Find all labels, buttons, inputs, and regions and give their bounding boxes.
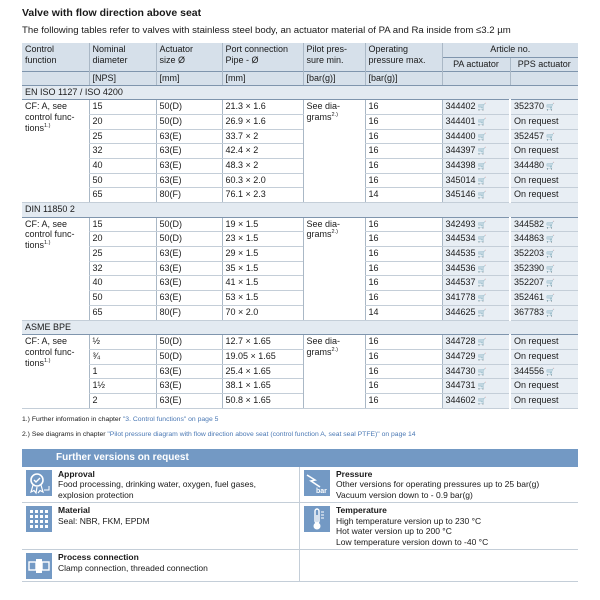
cart-icon[interactable]: 🛒 bbox=[477, 397, 487, 405]
table-row bbox=[22, 379, 578, 394]
group-row bbox=[22, 320, 578, 335]
col-actuator-size: Actuator size Ø bbox=[156, 43, 222, 71]
cart-icon[interactable]: 🛒 bbox=[477, 133, 487, 141]
cart-icon[interactable]: 🛒 bbox=[477, 265, 487, 273]
pa-article-cell[interactable]: 344728 🛒 bbox=[442, 335, 510, 350]
table-row bbox=[22, 364, 578, 379]
approval-icon bbox=[26, 470, 52, 496]
cart-icon[interactable]: 🛒 bbox=[546, 309, 555, 317]
pps-article-cell: On request bbox=[510, 349, 578, 364]
actuator-cell: 63(E) bbox=[156, 379, 222, 394]
col-pps-actuator: PPS actuator bbox=[510, 57, 578, 71]
cart-icon[interactable]: 🛒 bbox=[477, 280, 487, 288]
operating-cell: 16 bbox=[365, 379, 442, 394]
cart-icon[interactable]: 🛒 bbox=[477, 295, 487, 303]
actuator-cell: 50(D) bbox=[156, 335, 222, 350]
nominal-cell: 25 bbox=[89, 247, 156, 262]
cart-icon[interactable]: 🛒 bbox=[477, 353, 487, 361]
operating-cell: 16 bbox=[365, 173, 442, 188]
footnote-1: 1.) Further information in chapter "3. Control functions" on page 5 bbox=[22, 415, 219, 423]
nominal-cell: 1½ bbox=[89, 379, 156, 394]
pps-article-cell[interactable]: 367783 🛒 bbox=[510, 305, 578, 320]
table-row bbox=[22, 335, 578, 350]
nominal-cell: 15 bbox=[89, 217, 156, 232]
actuator-cell: 63(E) bbox=[156, 393, 222, 408]
nominal-cell: 65 bbox=[89, 305, 156, 320]
cart-icon[interactable]: 🛒 bbox=[546, 368, 555, 376]
actuator-cell: 50(D) bbox=[156, 232, 222, 247]
table-row bbox=[22, 232, 578, 247]
table-row bbox=[22, 291, 578, 306]
nominal-cell: 32 bbox=[89, 261, 156, 276]
table-row bbox=[22, 217, 578, 232]
operating-cell: 16 bbox=[365, 232, 442, 247]
pps-article-cell: On request bbox=[510, 114, 578, 129]
pa-article-cell[interactable]: 341778 🛒 bbox=[442, 291, 510, 306]
pps-article-cell[interactable]: 344863 🛒 bbox=[510, 232, 578, 247]
actuator-cell: 63(E) bbox=[156, 173, 222, 188]
nominal-cell: 20 bbox=[89, 114, 156, 129]
svg-text:bar: bar bbox=[316, 487, 327, 495]
pa-article-cell[interactable]: 344625 🛒 bbox=[442, 305, 510, 320]
port-cell: 35 × 1.5 bbox=[222, 261, 303, 276]
pilot-pressure-cell: See dia- grams$^{2.)}$ bbox=[303, 217, 365, 320]
operating-cell: 16 bbox=[365, 291, 442, 306]
port-cell: 21.3 × 1.6 bbox=[222, 100, 303, 115]
pa-article-cell[interactable]: 344402 🛒 bbox=[442, 100, 510, 115]
footnote-link[interactable]: "Pilot pressure diagram with flow direction above seat (control function A, seat seal PTFE)" on page 14 bbox=[107, 430, 416, 438]
further-item-pressure: bar Pressure Other versions for operating pressures up to 25 bar(g) Vacuum version down to - 0.9 bar(g) bbox=[300, 467, 578, 504]
pps-article-cell: On request bbox=[510, 335, 578, 350]
cart-icon[interactable]: 🛒 bbox=[546, 295, 555, 303]
pps-article-cell[interactable]: 352457 🛒 bbox=[510, 129, 578, 144]
cart-icon[interactable]: 🛒 bbox=[477, 383, 487, 391]
unit-actuator: [mm] bbox=[156, 71, 222, 85]
pa-article-cell[interactable]: 344398 🛒 bbox=[442, 158, 510, 173]
operating-cell: 16 bbox=[365, 393, 442, 408]
actuator-cell: 63(E) bbox=[156, 364, 222, 379]
pps-article-cell[interactable]: 344556 🛒 bbox=[510, 364, 578, 379]
unit-pilot: [bar(g)] bbox=[303, 71, 365, 85]
col-pa-actuator: PA actuator bbox=[442, 57, 510, 71]
unit-operating: [bar(g)] bbox=[365, 71, 442, 85]
pa-article-cell[interactable]: 344729 🛒 bbox=[442, 349, 510, 364]
operating-cell: 14 bbox=[365, 188, 442, 203]
cart-icon[interactable]: 🛒 bbox=[477, 309, 487, 317]
control-function-cell: CF: A, see control func- tions$^{1.)}$ bbox=[22, 335, 89, 409]
pressure-icon bbox=[304, 470, 330, 496]
col-nominal-diameter: Nominal diameter bbox=[89, 43, 156, 71]
pa-article-cell[interactable]: 344536 🛒 bbox=[442, 261, 510, 276]
cart-icon[interactable]: 🛒 bbox=[477, 148, 487, 156]
unit-nominal: [NPS] bbox=[89, 71, 156, 85]
operating-cell: 16 bbox=[365, 261, 442, 276]
nominal-cell: 50 bbox=[89, 291, 156, 306]
pa-article-cell[interactable]: 344534 🛒 bbox=[442, 232, 510, 247]
pa-article-cell[interactable]: 342493 🛒 bbox=[442, 217, 510, 232]
port-cell: 23 × 1.5 bbox=[222, 232, 303, 247]
cart-icon[interactable]: 🛒 bbox=[477, 221, 487, 229]
nominal-cell: ¾ bbox=[89, 349, 156, 364]
actuator-cell: 63(E) bbox=[156, 291, 222, 306]
pps-article-cell[interactable]: 352461 🛒 bbox=[510, 291, 578, 306]
pilot-pressure-cell: See dia- grams$^{2.)}$ bbox=[303, 100, 365, 203]
col-control-function: Control function bbox=[22, 43, 89, 71]
port-cell: 33.7 × 2 bbox=[222, 129, 303, 144]
table-units-row bbox=[22, 71, 578, 85]
col-article-no: Article no. bbox=[442, 43, 578, 57]
port-cell: 19 × 1.5 bbox=[222, 217, 303, 232]
cart-icon[interactable]: 🛒 bbox=[477, 339, 487, 347]
actuator-cell: 63(E) bbox=[156, 247, 222, 262]
unit-port: [mm] bbox=[222, 71, 303, 85]
footnote-link[interactable]: "3. Control functions" on page 5 bbox=[122, 415, 219, 423]
port-cell: 25.4 × 1.65 bbox=[222, 364, 303, 379]
pps-article-cell: On request bbox=[510, 393, 578, 408]
pilot-pressure-cell: See dia- grams$^{2.)}$ bbox=[303, 335, 365, 409]
nominal-cell: ½ bbox=[89, 335, 156, 350]
page-title: Valve with flow direction above seat bbox=[22, 7, 202, 19]
actuator-cell: 63(E) bbox=[156, 276, 222, 291]
col-operating-pressure: Operating pressure max. bbox=[365, 43, 442, 71]
port-cell: 26.9 × 1.6 bbox=[222, 114, 303, 129]
material-icon bbox=[26, 506, 52, 532]
actuator-cell: 80(F) bbox=[156, 188, 222, 203]
further-item-approval: Approval Food processing, drinking water, oxygen, fuel gases, explosion protection bbox=[22, 467, 300, 504]
cart-icon[interactable]: 🛒 bbox=[546, 280, 555, 288]
group-title: ASME BPE bbox=[22, 320, 578, 335]
operating-cell: 16 bbox=[365, 276, 442, 291]
actuator-cell: 50(D) bbox=[156, 114, 222, 129]
pps-article-cell[interactable]: 352390 🛒 bbox=[510, 261, 578, 276]
pps-article-cell[interactable]: 352203 🛒 bbox=[510, 247, 578, 262]
port-cell: 38.1 × 1.65 bbox=[222, 379, 303, 394]
pa-article-cell[interactable]: 345014 🛒 bbox=[442, 173, 510, 188]
cart-icon[interactable]: 🛒 bbox=[477, 251, 487, 259]
operating-cell: 16 bbox=[365, 144, 442, 159]
table-row bbox=[22, 114, 578, 129]
port-cell: 12.7 × 1.65 bbox=[222, 335, 303, 350]
port-cell: 60.3 × 2.0 bbox=[222, 173, 303, 188]
col-port-connection: Port connection Pipe - Ø bbox=[222, 43, 303, 71]
actuator-cell: 63(E) bbox=[156, 129, 222, 144]
port-cell: 76.1 × 2.3 bbox=[222, 188, 303, 203]
actuator-cell: 63(E) bbox=[156, 261, 222, 276]
further-versions-title: Further versions on request bbox=[22, 449, 578, 467]
temperature-icon bbox=[304, 506, 330, 532]
nominal-cell: 20 bbox=[89, 232, 156, 247]
operating-cell: 16 bbox=[365, 335, 442, 350]
operating-cell: 16 bbox=[365, 247, 442, 262]
further-versions-box bbox=[22, 449, 578, 583]
table-row bbox=[22, 129, 578, 144]
nominal-cell: 1 bbox=[89, 364, 156, 379]
cart-icon[interactable]: 🛒 bbox=[477, 368, 487, 376]
pa-article-cell[interactable]: 345146 🛒 bbox=[442, 188, 510, 203]
operating-cell: 16 bbox=[365, 349, 442, 364]
actuator-cell: 50(D) bbox=[156, 100, 222, 115]
actuator-cell: 63(E) bbox=[156, 144, 222, 159]
operating-cell: 16 bbox=[365, 114, 442, 129]
pps-article-cell: On request bbox=[510, 188, 578, 203]
port-cell: 48.3 × 2 bbox=[222, 158, 303, 173]
nominal-cell: 32 bbox=[89, 144, 156, 159]
table-row bbox=[22, 276, 578, 291]
table-row bbox=[22, 261, 578, 276]
table-row bbox=[22, 393, 578, 408]
pa-article-cell[interactable]: 344602 🛒 bbox=[442, 393, 510, 408]
actuator-cell: 63(E) bbox=[156, 158, 222, 173]
port-cell: 41 × 1.5 bbox=[222, 276, 303, 291]
further-item-empty bbox=[300, 550, 578, 582]
control-function-cell: CF: A, see control func- tions$^{1.)}$ bbox=[22, 217, 89, 320]
table-row bbox=[22, 247, 578, 262]
pa-article-cell[interactable]: 344535 🛒 bbox=[442, 247, 510, 262]
operating-cell: 16 bbox=[365, 100, 442, 115]
port-cell: 42.4 × 2 bbox=[222, 144, 303, 159]
nominal-cell: 40 bbox=[89, 276, 156, 291]
cart-icon[interactable]: 🛒 bbox=[477, 236, 487, 244]
table-row bbox=[22, 100, 578, 115]
actuator-cell: 80(F) bbox=[156, 305, 222, 320]
further-item-process-connection: Process connection Clamp connection, threaded connection bbox=[22, 550, 300, 582]
operating-cell: 16 bbox=[365, 364, 442, 379]
operating-cell: 14 bbox=[365, 305, 442, 320]
cart-icon[interactable]: 🛒 bbox=[546, 236, 555, 244]
port-cell: 19.05 × 1.65 bbox=[222, 349, 303, 364]
cart-icon[interactable]: 🛒 bbox=[477, 162, 487, 170]
pa-article-cell[interactable]: 344400 🛒 bbox=[442, 129, 510, 144]
nominal-cell: 25 bbox=[89, 129, 156, 144]
nominal-cell: 2 bbox=[89, 393, 156, 408]
port-cell: 70 × 2.0 bbox=[222, 305, 303, 320]
pps-article-cell: On request bbox=[510, 173, 578, 188]
table-row bbox=[22, 173, 578, 188]
control-function-cell: CF: A, see control func- tions$^{1.)}$ bbox=[22, 100, 89, 203]
port-cell: 29 × 1.5 bbox=[222, 247, 303, 262]
pa-article-cell[interactable]: 344397 🛒 bbox=[442, 144, 510, 159]
pa-article-cell[interactable]: 344730 🛒 bbox=[442, 364, 510, 379]
cart-icon[interactable]: 🛒 bbox=[477, 177, 487, 185]
actuator-cell: 50(D) bbox=[156, 349, 222, 364]
table-header-row bbox=[22, 43, 578, 57]
valve-table bbox=[22, 43, 578, 409]
cart-icon[interactable]: 🛒 bbox=[477, 104, 487, 112]
table-row bbox=[22, 188, 578, 203]
table-row bbox=[22, 158, 578, 173]
intro-text: The following tables refer to valves with stainless steel body, an actuator material of PA and Ra inside from ≤3.2 µm bbox=[22, 25, 511, 36]
col-pilot-pressure: Pilot pres- sure min. bbox=[303, 43, 365, 71]
pps-article-cell: On request bbox=[510, 144, 578, 159]
cart-icon[interactable]: 🛒 bbox=[546, 162, 555, 170]
further-item-temperature: Temperature High temperature version up to 230 °C Hot water version up to 200 °C Low temperature version down to -40 °C bbox=[300, 503, 578, 550]
cart-icon[interactable]: 🛒 bbox=[477, 118, 487, 126]
footnote-2: 2.) See diagrams in chapter "Pilot pressure diagram with flow direction above seat (control function A, seat seal PTFE)" on page 14 bbox=[22, 430, 416, 438]
actuator-cell: 50(D) bbox=[156, 217, 222, 232]
port-cell: 53 × 1.5 bbox=[222, 291, 303, 306]
pps-article-cell[interactable]: 352370 🛒 bbox=[510, 100, 578, 115]
cart-icon[interactable]: 🛒 bbox=[546, 104, 555, 112]
group-row bbox=[22, 85, 578, 100]
operating-cell: 16 bbox=[365, 158, 442, 173]
table-row bbox=[22, 144, 578, 159]
operating-cell: 16 bbox=[365, 129, 442, 144]
pa-article-cell[interactable]: 344401 🛒 bbox=[442, 114, 510, 129]
pps-article-cell: On request bbox=[510, 379, 578, 394]
nominal-cell: 65 bbox=[89, 188, 156, 203]
pps-article-cell[interactable]: 344582 🛒 bbox=[510, 217, 578, 232]
cart-icon[interactable]: 🛒 bbox=[546, 133, 555, 141]
port-cell: 50.8 × 1.65 bbox=[222, 393, 303, 408]
cart-icon[interactable]: 🛒 bbox=[546, 251, 555, 259]
pps-article-cell[interactable]: 344480 🛒 bbox=[510, 158, 578, 173]
group-title: EN ISO 1127 / ISO 4200 bbox=[22, 85, 578, 100]
operating-cell: 16 bbox=[365, 217, 442, 232]
cart-icon[interactable]: 🛒 bbox=[546, 221, 555, 229]
pps-article-cell[interactable]: 352207 🛒 bbox=[510, 276, 578, 291]
cart-icon[interactable]: 🛒 bbox=[546, 265, 555, 273]
nominal-cell: 15 bbox=[89, 100, 156, 115]
cart-icon[interactable]: 🛒 bbox=[477, 192, 487, 200]
process-connection-icon bbox=[26, 553, 52, 579]
nominal-cell: 40 bbox=[89, 158, 156, 173]
pa-article-cell[interactable]: 344537 🛒 bbox=[442, 276, 510, 291]
nominal-cell: 50 bbox=[89, 173, 156, 188]
further-item-material: Material Seal: NBR, FKM, EPDM bbox=[22, 503, 300, 550]
table-row bbox=[22, 349, 578, 364]
group-row bbox=[22, 203, 578, 218]
table-row bbox=[22, 305, 578, 320]
pa-article-cell[interactable]: 344731 🛒 bbox=[442, 379, 510, 394]
group-title: DIN 11850 2 bbox=[22, 203, 578, 218]
